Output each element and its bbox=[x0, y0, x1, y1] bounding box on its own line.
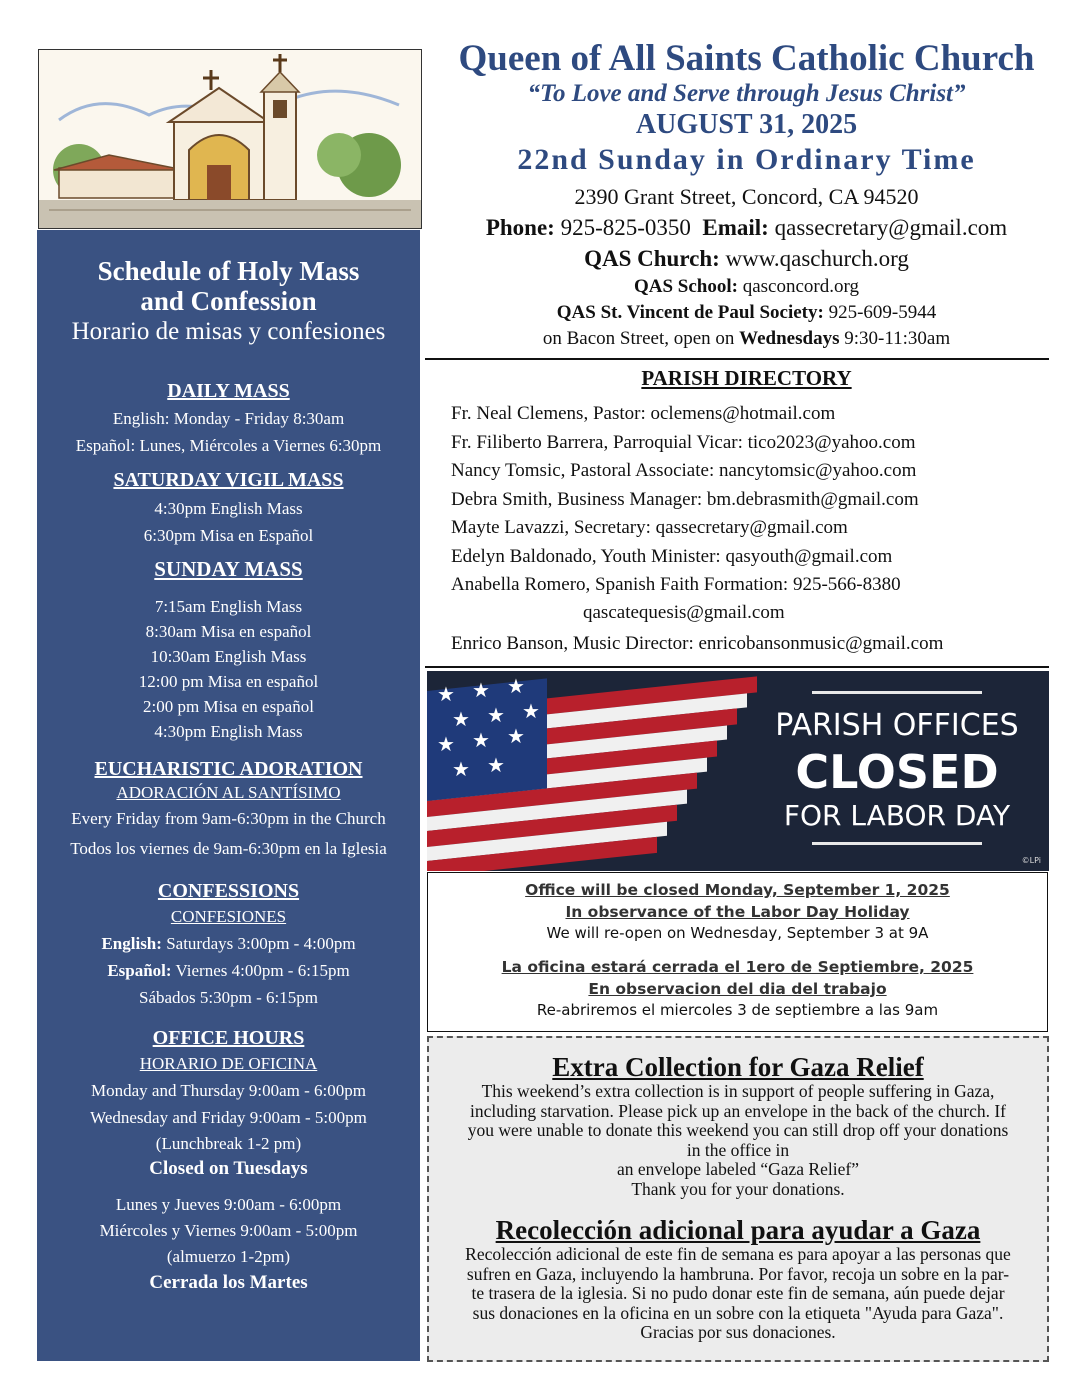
svg-text:★: ★ bbox=[522, 699, 540, 723]
directory-title: PARISH DIRECTORY bbox=[641, 366, 852, 390]
confession-english-label: English: bbox=[101, 934, 162, 953]
parish-directory bbox=[425, 364, 1068, 658]
sunday-mass-heading: SUNDAY MASS bbox=[154, 557, 303, 581]
banner-rule-bottom bbox=[812, 842, 982, 845]
labor-day-banner bbox=[427, 671, 1049, 871]
school-label: QAS School: bbox=[633, 276, 738, 297]
gaza-body-english: This weekend’s extra collection is in support of people suffering in Gaza, bbox=[481, 1081, 995, 1101]
banner-line2: CLOSED bbox=[795, 745, 999, 799]
phone-label: Phone: bbox=[485, 215, 555, 240]
notice-es-line3: Re-abriremos el miercoles 3 de septiembre a las 9am bbox=[536, 1001, 939, 1019]
svg-text:★: ★ bbox=[452, 757, 470, 781]
daily-mass-english: English: Monday - Friday 8:30am bbox=[112, 409, 345, 428]
school-line bbox=[425, 274, 1068, 300]
notice-en-line2: In observance of the Labor Day Holiday bbox=[565, 903, 910, 921]
adoration-heading: EUCHARISTIC ADORATION bbox=[94, 758, 363, 780]
notice-es-line1: La oficina estará cerrada el 1ero de Septiembre, 2025 bbox=[501, 958, 974, 976]
office-closed-spanish: Cerrada los Martes bbox=[149, 1272, 308, 1293]
notice-en-line3: We will re-open on Wednesday, September 3 at 9A bbox=[546, 924, 929, 942]
svg-text:★: ★ bbox=[507, 724, 525, 748]
church-name: Queen of All Saints Catholic Church bbox=[458, 38, 1035, 79]
church-motto: “To Love and Serve through Jesus Christ” bbox=[527, 80, 966, 107]
office-hours-spanish: (almuerzo 1-2pm) bbox=[166, 1247, 291, 1266]
gaza-body-english: you were unable to donate this weekend you can still drop off your donations bbox=[467, 1120, 1009, 1140]
gaza-body-english: including starvation. Please pick up an envelope in the back of the church. If bbox=[469, 1100, 1006, 1121]
gaza-body-spanish: Gracias por sus donaciones. bbox=[640, 1322, 836, 1342]
contact-line bbox=[425, 212, 1068, 244]
schedule-subtitle: Horario de misas y confesiones bbox=[71, 318, 386, 345]
directory-item: Enrico Banson, Music Director: enricobansonmusic@gmail.com bbox=[451, 632, 944, 654]
bulletin-date: AUGUST 31, 2025 bbox=[635, 109, 858, 140]
website-line bbox=[425, 244, 1068, 274]
sunday-mass-item: 7:15am English Mass bbox=[154, 597, 303, 616]
svdp-hours bbox=[425, 326, 1068, 352]
directory-item: Nancy Tomsic, Pastoral Associate: nancytomsic@yahoo.com bbox=[451, 460, 917, 481]
office-hours-spanish: Miércoles y Viernes 9:00am - 5:00pm bbox=[99, 1221, 358, 1240]
header-divider bbox=[425, 358, 1049, 360]
confession-english bbox=[37, 930, 420, 957]
office-hours-heading: OFFICE HOURS bbox=[152, 1027, 305, 1049]
svg-text:★: ★ bbox=[487, 753, 505, 777]
vigil-mass-item: 4:30pm English Mass bbox=[154, 499, 303, 518]
banner-line3: FOR LABOR DAY bbox=[783, 799, 1011, 832]
svg-text:★: ★ bbox=[472, 678, 490, 702]
confession-english-time: Saturdays 3:00pm - 4:00pm bbox=[166, 934, 356, 953]
gaza-body-english: Thank you for your donations. bbox=[631, 1178, 845, 1199]
vigil-mass-heading: SATURDAY VIGIL MASS bbox=[113, 469, 344, 491]
svdp-hours-pre: on Bacon Street, open on bbox=[542, 328, 735, 349]
gaza-title-spanish: Recolección adicional para ayudar a Gaza bbox=[495, 1215, 981, 1245]
sunday-mass-item: 2:00 pm Misa en español bbox=[143, 697, 314, 716]
svg-text:★: ★ bbox=[437, 682, 455, 706]
schedule-title-line2: and Confession bbox=[140, 286, 317, 316]
directory-item: Fr. Neal Clemens, Pastor: oclemens@hotmail.com bbox=[451, 403, 836, 424]
gaza-body-spanish: sus donaciones en la oficina en un sobre con la etiqueta "Ayuda para Gaza". bbox=[472, 1302, 1004, 1323]
church-address: 2390 Grant Street, Concord, CA 94520 bbox=[574, 184, 919, 209]
confession-saturday: Sábados 5:30pm - 6:15pm bbox=[139, 988, 318, 1007]
church-header bbox=[425, 38, 1068, 352]
office-hours-subheading: HORARIO DE OFICINA bbox=[139, 1054, 318, 1073]
gaza-title-english: Extra Collection for Gaza Relief bbox=[552, 1052, 924, 1082]
vigil-mass-item: 6:30pm Misa en Español bbox=[143, 526, 314, 545]
office-hours-spanish: Lunes y Jueves 9:00am - 6:00pm bbox=[115, 1195, 342, 1214]
directory-item: Debra Smith, Business Manager: bm.debrasmith@gmail.com bbox=[451, 488, 919, 510]
gaza-body-english: an envelope labeled “Gaza Relief” bbox=[617, 1159, 859, 1179]
directory-item: Anabella Romero, Spanish Faith Formation: 925-566-8380 bbox=[451, 574, 901, 595]
gaza-body-english: in the office in bbox=[686, 1139, 790, 1160]
liturgical-sunday: 22nd Sunday in Ordinary Time bbox=[517, 143, 976, 176]
website-link[interactable]: www.qaschurch.org bbox=[725, 246, 909, 271]
svg-text:★: ★ bbox=[487, 703, 505, 727]
church-illustration bbox=[38, 49, 422, 229]
phone-number[interactable]: 925-825-0350 bbox=[560, 215, 691, 240]
office-closure-notice bbox=[427, 872, 1048, 1032]
notice-es-line2: En observacion del dia del trabajo bbox=[588, 980, 887, 998]
sunday-mass-item: 4:30pm English Mass bbox=[154, 722, 303, 741]
gaza-body-spanish: te trasera de la iglesia. Si no pudo donar este fin de semana, aún puede dejar bbox=[471, 1283, 1005, 1303]
svg-text:★: ★ bbox=[507, 674, 525, 698]
svg-text:★: ★ bbox=[452, 707, 470, 731]
svdp-label: QAS St. Vincent de Paul Society: bbox=[556, 302, 824, 323]
daily-mass-spanish: Español: Lunes, Miércoles a Viernes 6:30pm bbox=[75, 436, 382, 455]
confession-spanish-time: Viernes 4:00pm - 6:15pm bbox=[175, 961, 350, 980]
email-address[interactable]: qassecretary@gmail.com bbox=[774, 215, 1008, 240]
office-closed-english: Closed on Tuesdays bbox=[149, 1158, 308, 1179]
svg-text:★: ★ bbox=[472, 728, 490, 752]
notice-en-line1: Office will be closed Monday, September 1, 2025 bbox=[525, 881, 950, 899]
svdp-line bbox=[425, 300, 1068, 326]
website-label: QAS Church: bbox=[584, 246, 720, 271]
sunday-mass-item: 12:00 pm Misa en español bbox=[138, 672, 319, 691]
directory-item: Mayte Lavazzi, Secretary: qassecretary@gmail.com bbox=[451, 517, 848, 538]
banner-line1: PARISH OFFICES bbox=[775, 708, 1019, 743]
confessions-heading: CONFESSIONS bbox=[157, 880, 300, 902]
adoration-spanish: Todos los viernes de 9am-6:30pm en la Iglesia bbox=[70, 839, 387, 858]
daily-mass-heading: DAILY MASS bbox=[167, 380, 290, 402]
gaza-body-spanish: sufren en Gaza, incluyendo la hambruna. Por favor, recoja un sobre en la par- bbox=[466, 1263, 1010, 1284]
svdp-hours-time: 9:30-11:30am bbox=[844, 328, 951, 349]
confession-spanish bbox=[37, 957, 420, 984]
school-link[interactable]: qasconcord.org bbox=[742, 276, 859, 297]
adoration-subheading: ADORACIÓN AL SANTÍSIMO bbox=[116, 783, 341, 802]
adoration-english: Every Friday from 9am-6:30pm in the Church bbox=[71, 809, 386, 828]
gaza-body-spanish: Recolección adicional de este fin de semana es para apoyar a las personas que bbox=[465, 1244, 1011, 1264]
schedule-title-line1: Schedule of Holy Mass bbox=[97, 256, 360, 286]
mass-schedule-panel bbox=[37, 230, 420, 1361]
office-hours-english: Monday and Thursday 9:00am - 6:00pm bbox=[91, 1081, 366, 1100]
sunday-mass-item: 10:30am English Mass bbox=[150, 647, 307, 666]
directory-item: Edelyn Baldonado, Youth Minister: qasyouth@gmail.com bbox=[451, 545, 893, 567]
svg-text:★: ★ bbox=[437, 732, 455, 756]
gaza-collection-box bbox=[427, 1036, 1049, 1362]
banner-rule-top bbox=[812, 691, 982, 694]
directory-divider bbox=[425, 666, 1049, 668]
svdp-hours-day: Wednesdays bbox=[739, 328, 840, 349]
office-hours-english: Wednesday and Friday 9:00am - 5:00pm bbox=[90, 1108, 367, 1127]
banner-credit: ©LPi bbox=[1021, 856, 1041, 865]
directory-item: Fr. Filiberto Barrera, Parroquial Vicar: tico2023@yahoo.com bbox=[451, 431, 916, 453]
sunday-mass-item: 8:30am Misa en español bbox=[145, 622, 312, 641]
office-hours-english: (Lunchbreak 1-2 pm) bbox=[155, 1134, 302, 1153]
directory-item-email[interactable]: qascatequesis@gmail.com bbox=[583, 601, 785, 623]
confessions-subheading: CONFESIONES bbox=[170, 907, 287, 926]
svdp-phone[interactable]: 925-609-5944 bbox=[828, 302, 937, 323]
confession-spanish-label: Español: bbox=[107, 961, 172, 980]
email-label: Email: bbox=[702, 215, 769, 240]
